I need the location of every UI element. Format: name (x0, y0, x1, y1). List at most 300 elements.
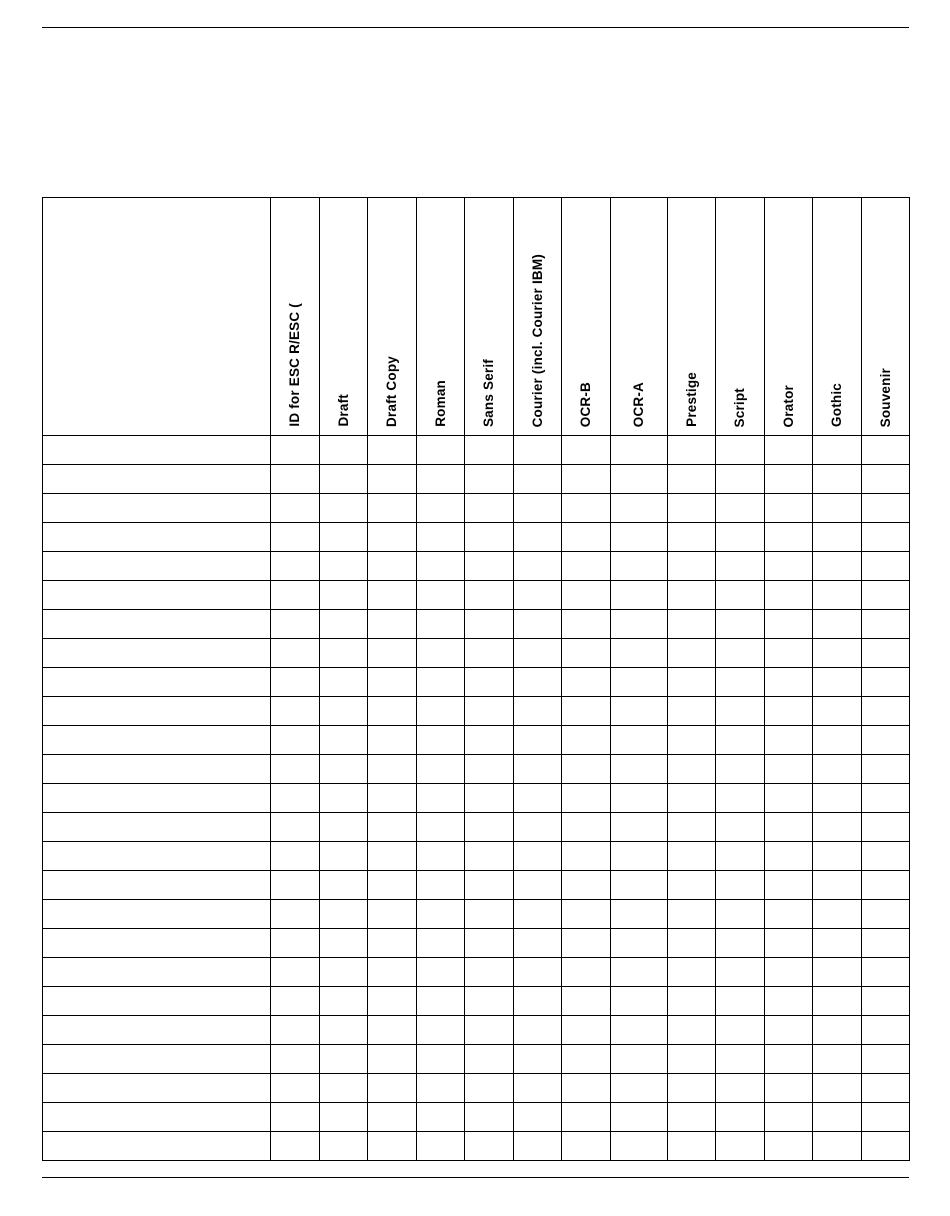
table-row (43, 552, 910, 581)
row-label-cell (43, 842, 271, 871)
header-id-esc-r (271, 198, 320, 436)
header-label: Sans Serif (481, 358, 496, 427)
table-cell (368, 842, 417, 871)
row-label-cell (43, 552, 271, 581)
table-cell (514, 610, 562, 639)
table-cell (765, 1103, 813, 1132)
table-cell (765, 639, 813, 668)
table-cell (514, 494, 562, 523)
table-cell (765, 958, 813, 987)
table-cell (813, 465, 862, 494)
table-cell (271, 1045, 320, 1074)
table-cell (716, 436, 765, 465)
table-cell (611, 871, 668, 900)
table-cell (611, 523, 668, 552)
table-cell (813, 871, 862, 900)
table-cell (562, 842, 611, 871)
row-label-cell (43, 523, 271, 552)
row-label-cell (43, 813, 271, 842)
table-cell (514, 523, 562, 552)
table-cell (716, 784, 765, 813)
header-label: OCR-A (631, 381, 646, 427)
table-row (43, 871, 910, 900)
table-cell (465, 813, 514, 842)
table-cell (716, 581, 765, 610)
table-cell (611, 1132, 668, 1161)
table-cell (813, 1016, 862, 1045)
table-row (43, 987, 910, 1016)
table-cell (765, 1132, 813, 1161)
table-cell (813, 1103, 862, 1132)
header-souvenir (862, 198, 910, 436)
table-cell (417, 465, 465, 494)
table-cell (514, 639, 562, 668)
table-row (43, 1103, 910, 1132)
header-prestige (668, 198, 716, 436)
table-cell (668, 668, 716, 697)
table-cell (271, 1103, 320, 1132)
table-cell (813, 1132, 862, 1161)
table-cell (271, 668, 320, 697)
row-label-cell (43, 929, 271, 958)
table-cell (765, 987, 813, 1016)
row-label-cell (43, 610, 271, 639)
table-cell (368, 1045, 417, 1074)
table-cell (514, 987, 562, 1016)
table-cell (465, 900, 514, 929)
table-cell (611, 958, 668, 987)
table-cell (716, 1074, 765, 1103)
table-cell (611, 1103, 668, 1132)
table-cell (562, 987, 611, 1016)
table-row (43, 726, 910, 755)
row-label-cell (43, 436, 271, 465)
header-script (716, 198, 765, 436)
table-cell (862, 668, 910, 697)
row-label-cell (43, 639, 271, 668)
table-cell (514, 871, 562, 900)
table-cell (562, 726, 611, 755)
table-cell (320, 1016, 368, 1045)
table-cell (716, 697, 765, 726)
table-cell (465, 668, 514, 697)
row-label-cell (43, 1045, 271, 1074)
table-cell (320, 436, 368, 465)
table-cell (562, 755, 611, 784)
table-cell (271, 755, 320, 784)
table-row (43, 436, 910, 465)
table-cell (514, 726, 562, 755)
table-cell (271, 465, 320, 494)
table-cell (465, 494, 514, 523)
table-cell (668, 958, 716, 987)
table-cell (611, 726, 668, 755)
table-cell (611, 552, 668, 581)
table-cell (765, 697, 813, 726)
table-cell (514, 1045, 562, 1074)
header-courier (514, 198, 562, 436)
table-cell (765, 1074, 813, 1103)
table-row (43, 813, 910, 842)
table-cell (465, 523, 514, 552)
table-cell (765, 842, 813, 871)
table-cell (813, 494, 862, 523)
table-cell (465, 1016, 514, 1045)
table-cell (562, 668, 611, 697)
header-orator (765, 198, 813, 436)
table-cell (668, 755, 716, 784)
table-cell (716, 639, 765, 668)
table-row (43, 1132, 910, 1161)
table-cell (514, 755, 562, 784)
table-cell (320, 1074, 368, 1103)
table-cell (417, 929, 465, 958)
table-cell (716, 465, 765, 494)
table-cell (611, 494, 668, 523)
header-label: ID for ESC R/ESC ( (287, 303, 302, 427)
table-cell (562, 1045, 611, 1074)
row-label-cell (43, 1103, 271, 1132)
table-cell (417, 1045, 465, 1074)
table-cell (562, 1132, 611, 1161)
table-cell (271, 987, 320, 1016)
table-cell (465, 929, 514, 958)
table-cell (716, 726, 765, 755)
header-label: Script (732, 387, 747, 427)
table-cell (716, 1132, 765, 1161)
table-cell (668, 987, 716, 1016)
table-cell (514, 784, 562, 813)
row-label-cell (43, 755, 271, 784)
table-cell (465, 1074, 514, 1103)
table-cell (813, 1045, 862, 1074)
table-cell (862, 697, 910, 726)
table-cell (417, 552, 465, 581)
table-cell (668, 1132, 716, 1161)
table-cell (320, 813, 368, 842)
table-cell (271, 784, 320, 813)
header-ocr-a (611, 198, 668, 436)
table-cell (611, 668, 668, 697)
table-cell (562, 1074, 611, 1103)
table-cell (271, 610, 320, 639)
table-cell (271, 958, 320, 987)
table-cell (271, 581, 320, 610)
table-cell (514, 436, 562, 465)
row-label-cell (43, 784, 271, 813)
table-cell (417, 1016, 465, 1045)
table-cell (320, 494, 368, 523)
table-cell (417, 813, 465, 842)
table-cell (813, 1074, 862, 1103)
row-label-cell (43, 1074, 271, 1103)
table-cell (465, 1103, 514, 1132)
table-cell (368, 784, 417, 813)
table-row (43, 929, 910, 958)
table-cell (765, 726, 813, 755)
table-cell (716, 1016, 765, 1045)
table-cell (716, 842, 765, 871)
table-row (43, 1074, 910, 1103)
header-label: Draft Copy (384, 355, 399, 427)
table-cell (368, 668, 417, 697)
table-cell (417, 784, 465, 813)
table-cell (611, 1045, 668, 1074)
table-cell (765, 668, 813, 697)
table-cell (668, 465, 716, 494)
header-draft-copy (368, 198, 417, 436)
table-cell (368, 1074, 417, 1103)
table-cell (862, 871, 910, 900)
table-row (43, 900, 910, 929)
table-cell (417, 639, 465, 668)
table-cell (465, 958, 514, 987)
table-cell (465, 436, 514, 465)
table-cell (562, 639, 611, 668)
table-cell (813, 697, 862, 726)
table-cell (465, 755, 514, 784)
header-label: Prestige (683, 372, 699, 427)
table-cell (514, 958, 562, 987)
table-cell (368, 581, 417, 610)
table-cell (668, 871, 716, 900)
table-cell (320, 871, 368, 900)
table-cell (562, 813, 611, 842)
table-cell (668, 610, 716, 639)
table-cell (765, 436, 813, 465)
table-cell (368, 1016, 417, 1045)
table-cell (465, 784, 514, 813)
table-cell (320, 726, 368, 755)
table-cell (271, 1016, 320, 1045)
table-cell (562, 958, 611, 987)
table-cell (668, 784, 716, 813)
table-cell (765, 610, 813, 639)
table-cell (465, 871, 514, 900)
table-cell (611, 639, 668, 668)
table-cell (514, 465, 562, 494)
header-label: Souvenir (877, 367, 893, 427)
table-cell (813, 813, 862, 842)
table-cell (562, 929, 611, 958)
table-cell (765, 1045, 813, 1074)
table-cell (320, 552, 368, 581)
table-cell (562, 784, 611, 813)
table-cell (862, 465, 910, 494)
table-cell (765, 900, 813, 929)
table-cell (862, 726, 910, 755)
table-cell (320, 1045, 368, 1074)
table-cell (368, 639, 417, 668)
table-cell (813, 610, 862, 639)
table-cell (862, 842, 910, 871)
header-label: Gothic (829, 383, 844, 427)
table-cell (765, 465, 813, 494)
table-cell (716, 1045, 765, 1074)
table-cell (765, 1016, 813, 1045)
table-row (43, 784, 910, 813)
table-cell (320, 610, 368, 639)
table-cell (368, 610, 417, 639)
table-cell (668, 494, 716, 523)
table-cell (320, 900, 368, 929)
table-cell (368, 1103, 417, 1132)
table-cell (417, 494, 465, 523)
table-cell (271, 552, 320, 581)
table-cell (765, 755, 813, 784)
header-draft (320, 198, 368, 436)
table-cell (611, 1074, 668, 1103)
table-cell (368, 813, 417, 842)
table-cell (862, 958, 910, 987)
table-cell (320, 697, 368, 726)
table-cell (862, 610, 910, 639)
table-cell (320, 1103, 368, 1132)
table-cell (765, 784, 813, 813)
table-cell (716, 900, 765, 929)
table-row (43, 668, 910, 697)
table-cell (417, 755, 465, 784)
table-cell (465, 1132, 514, 1161)
table-cell (368, 465, 417, 494)
table-cell (862, 929, 910, 958)
table-cell (417, 1074, 465, 1103)
table-cell (862, 1016, 910, 1045)
table-cell (514, 1016, 562, 1045)
table-cell (368, 958, 417, 987)
table-cell (368, 1132, 417, 1161)
table-row (43, 610, 910, 639)
table-cell (611, 465, 668, 494)
table-cell (465, 1045, 514, 1074)
table-cell (514, 697, 562, 726)
header-gothic (813, 198, 862, 436)
row-label-cell (43, 726, 271, 755)
table-cell (668, 900, 716, 929)
table-cell (611, 929, 668, 958)
row-label-cell (43, 871, 271, 900)
table-row (43, 523, 910, 552)
table-cell (514, 668, 562, 697)
table-cell (668, 697, 716, 726)
table-cell (562, 610, 611, 639)
header-ocr-b (562, 198, 611, 436)
table-cell (465, 987, 514, 1016)
header-label: Draft (335, 394, 351, 427)
table-cell (368, 726, 417, 755)
header-roman (417, 198, 465, 436)
row-label-cell (43, 465, 271, 494)
table-cell (465, 842, 514, 871)
table-cell (862, 813, 910, 842)
table-cell (417, 1132, 465, 1161)
row-label-cell (43, 958, 271, 987)
table-cell (320, 1132, 368, 1161)
table-cell (368, 523, 417, 552)
table-cell (417, 1103, 465, 1132)
table-cell (514, 552, 562, 581)
table-row (43, 1016, 910, 1045)
table-cell (716, 929, 765, 958)
table-cell (271, 1074, 320, 1103)
table-cell (813, 581, 862, 610)
table-cell (271, 726, 320, 755)
table-cell (368, 987, 417, 1016)
table-cell (862, 1045, 910, 1074)
table-cell (813, 987, 862, 1016)
table-cell (716, 871, 765, 900)
table-row (43, 465, 910, 494)
table-cell (668, 523, 716, 552)
table-cell (862, 436, 910, 465)
table-cell (813, 958, 862, 987)
table-cell (271, 494, 320, 523)
table-cell (562, 1016, 611, 1045)
row-label-cell (43, 697, 271, 726)
table-cell (320, 639, 368, 668)
row-label-cell (43, 1016, 271, 1045)
table-cell (611, 697, 668, 726)
row-label-cell (43, 900, 271, 929)
table-cell (514, 900, 562, 929)
table-cell (417, 697, 465, 726)
table-cell (562, 552, 611, 581)
table-cell (368, 871, 417, 900)
table-cell (271, 871, 320, 900)
table-cell (716, 958, 765, 987)
table-cell (417, 436, 465, 465)
header-label: Orator (780, 384, 796, 427)
table-cell (368, 436, 417, 465)
table-row (43, 958, 910, 987)
table-cell (271, 842, 320, 871)
table-cell (716, 813, 765, 842)
table-cell (668, 1045, 716, 1074)
table-cell (271, 900, 320, 929)
table-cell (514, 929, 562, 958)
table-cell (668, 813, 716, 842)
table-cell (862, 581, 910, 610)
table-cell (813, 929, 862, 958)
table-cell (716, 494, 765, 523)
table-cell (320, 465, 368, 494)
table-cell (668, 581, 716, 610)
table-cell (562, 465, 611, 494)
table-cell (417, 871, 465, 900)
header-corner-cell (43, 198, 271, 436)
table-row (43, 639, 910, 668)
table-cell (368, 697, 417, 726)
table-cell (320, 755, 368, 784)
table-cell (813, 842, 862, 871)
table-cell (514, 581, 562, 610)
table-cell (668, 929, 716, 958)
table-cell (765, 871, 813, 900)
table-cell (514, 842, 562, 871)
table-cell (765, 523, 813, 552)
table-cell (668, 1103, 716, 1132)
table-cell (368, 900, 417, 929)
table-cell (320, 958, 368, 987)
table-row (43, 697, 910, 726)
table-cell (862, 523, 910, 552)
table-cell (465, 465, 514, 494)
table-cell (611, 784, 668, 813)
table-cell (562, 581, 611, 610)
table-cell (611, 900, 668, 929)
table-cell (320, 581, 368, 610)
table-cell (611, 755, 668, 784)
